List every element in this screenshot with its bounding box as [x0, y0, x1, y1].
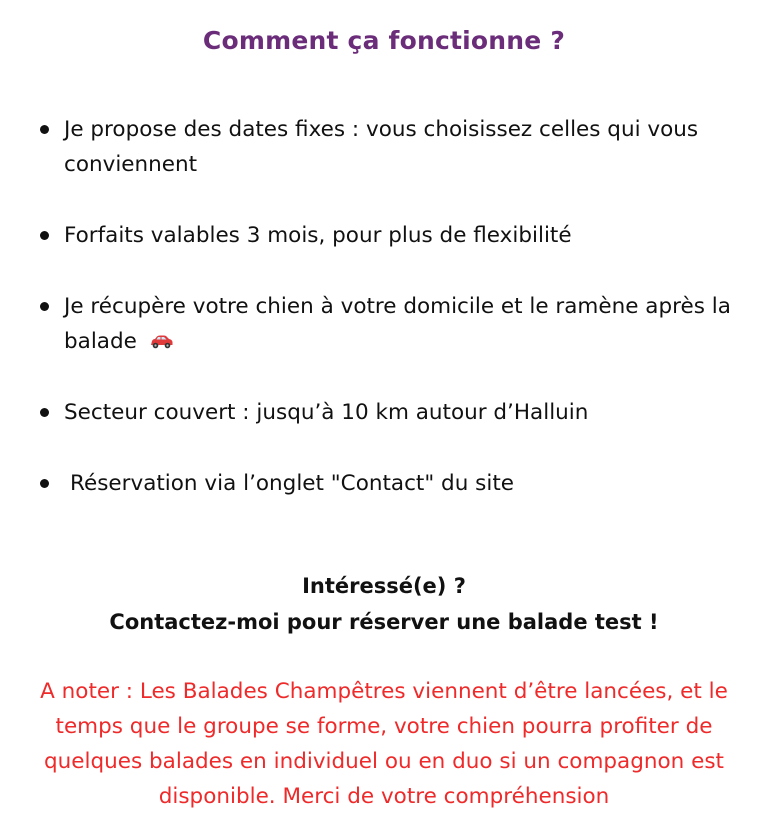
bullet-icon — [40, 479, 49, 488]
list-item — [38, 218, 738, 253]
car-icon — [148, 334, 174, 350]
list-item — [38, 289, 738, 359]
list-item — [38, 466, 738, 501]
list-item-text: Secteur couvert : jusqu’à 10 km autour d’Halluin — [64, 400, 589, 425]
bullet-icon — [40, 302, 49, 311]
call-to-action — [0, 568, 768, 640]
notice-text: A noter : Les Balades Champêtres viennent d’être lancées, et le temps que le groupe se forme, votre chien pourra profiter de quelques balades en individuel ou en duo si un compagnon est disponible. Merci de votre compréhension — [40, 679, 728, 809]
list-item — [38, 112, 738, 182]
cta-question: Intéressé(e) ? — [302, 574, 466, 598]
feature-list — [38, 112, 738, 501]
bullet-icon — [40, 125, 49, 134]
bullet-icon — [40, 231, 49, 240]
list-item-text: Forfaits valables 3 mois, pour plus de flexibilité — [64, 223, 572, 248]
list-item-text: Réservation via l’onglet "Contact" du site — [70, 471, 514, 496]
list-item — [38, 395, 738, 430]
list-item-text: Je récupère votre chien à votre domicile et le ramène après la balade — [64, 294, 731, 354]
list-item-text: Je propose des dates fixes : vous choisissez celles qui vous conviennent — [64, 117, 699, 177]
bullet-icon — [40, 408, 49, 417]
section-title: Comment ça fonctionne ? — [202, 26, 566, 55]
cta-invitation: Contactez-moi pour réserver une balade test ! — [109, 610, 659, 634]
